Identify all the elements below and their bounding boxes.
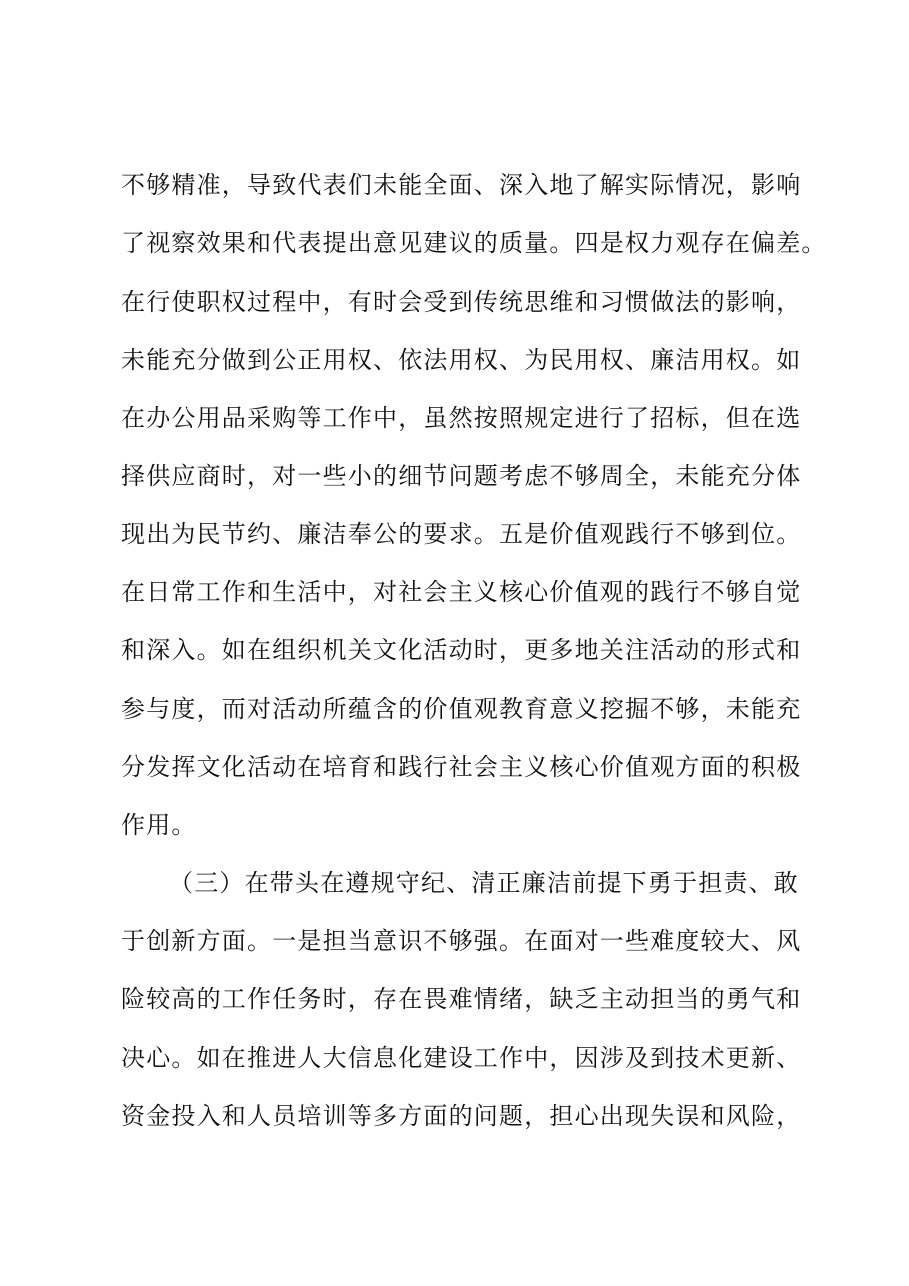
text-line: 了视察效果和代表提出意见建议的质量。四是权力观存在偏差。 xyxy=(121,229,827,257)
text-line: 和深入。如在组织机关文化活动时，更多地关注活动的形式和 xyxy=(121,636,802,664)
text-line: 未能充分做到公正用权、依法用权、为民用权、廉洁用权。如 xyxy=(121,346,802,374)
text-line: 不够精准，导致代表们未能全面、深入地了解实际情况，影响 xyxy=(121,171,802,199)
text-line: 参与度，而对活动所蕴含的价值观教育意义挖掘不够，未能充 xyxy=(121,695,802,723)
text-line: 分发挥文化活动在培育和践行社会主义核心价值观方面的积极 xyxy=(121,753,802,781)
text-line: 在日常工作和生活中，对社会主义核心价值观的践行不够自觉 xyxy=(121,578,802,606)
text-line: 决心。如在推进人大信息化建设工作中，因涉及到技术更新、 xyxy=(121,1044,802,1072)
text-line: 于创新方面。一是担当意识不够强。在面对一些难度较大、风 xyxy=(121,927,802,955)
text-line: 在办公用品采购等工作中，虽然按照规定进行了招标，但在选 xyxy=(121,404,802,432)
text-line: 资金投入和人员培训等多方面的问题，担心出现失误和风险， xyxy=(121,1102,802,1130)
text-line: 险较高的工作任务时，存在畏难情绪，缺乏主动担当的勇气和 xyxy=(121,985,802,1013)
section-heading-line: （三）在带头在遵规守纪、清正廉洁前提下勇于担责、敢 xyxy=(169,869,799,897)
text-line: 在行使职权过程中，有时会受到传统思维和习惯做法的影响， xyxy=(121,288,802,316)
text-line: 择供应商时，对一些小的细节问题考虑不够周全，未能充分体 xyxy=(121,462,802,490)
text-line: 现出为民节约、廉洁奉公的要求。五是价值观践行不够到位。 xyxy=(121,520,802,548)
text-line: 作用。 xyxy=(121,811,197,839)
